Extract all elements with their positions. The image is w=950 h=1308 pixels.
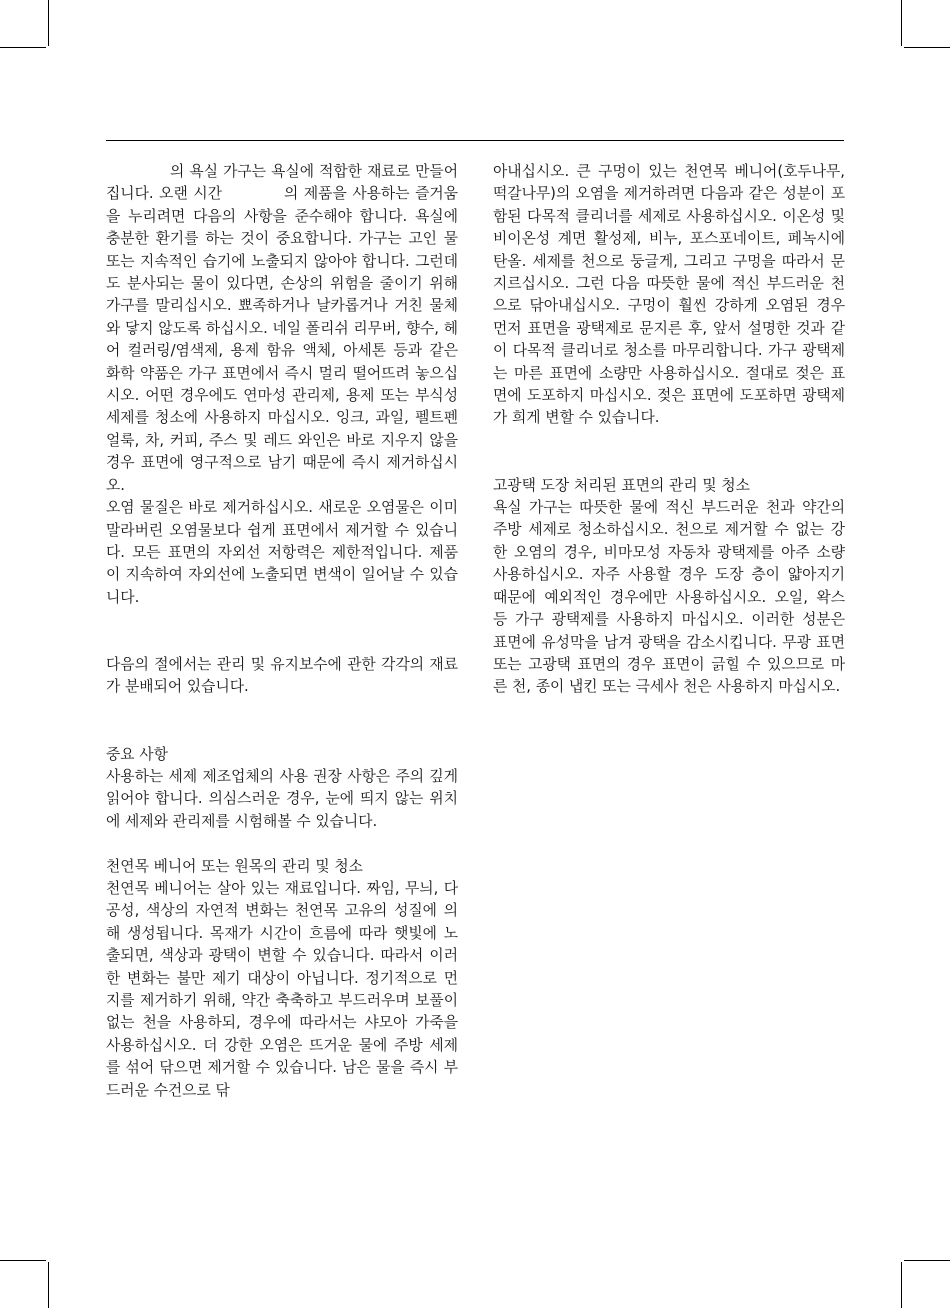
sections-note: 다음의 절에서는 관리 및 유지보수에 관한 각각의 재료가 분배되어 있습니다. (106, 655, 458, 696)
intro-text-a: 의 욕실 가구는 욕실에 적합한 재료로 만들어집니다. 오랜 시간 (106, 163, 458, 203)
veneer-body: 천연목 베니어는 살아 있는 재료입니다. 짜임, 무늬, 다공성, 색상의 자연적 변화는 천연목 고유의 성질에 의해 생성됩니다. 목재가 시간이 흐름에 따라 햇빛에 노출되면, 색상과 광택이 변할 수 있습니다. 따라서 이러한 변화는 불만 제기 대상이 아닙니다. 정기적으로 먼지를 제거하기 위해, 약간 축축하고 부드러우며 보풀이 없는 천을 사용하되, 경우에 따라서는 샤모아 가죽을 사용하십시오. 더 강한 오염은 뜨거운 물에 주방 세제를 섞어 닦으면 제거할 수 있습니다. 남은 물을 즉시 부드러운 수건으로 닦 (106, 879, 458, 1099)
important-body: 사용하는 세제 제조업체의 사용 권장 사항은 주의 깊게 읽어야 합니다. 의심스러운 경우, 눈에 띄지 않는 위치에 세제와 관리제를 시험해볼 수 있습니다. (106, 767, 458, 830)
gloss-heading: 고광택 도장 처리된 표면의 관리 및 청소 (493, 476, 750, 494)
intro-text-b: 의 제품을 사용하는 즐거움을 누리려면 다음의 사항을 준수해야 합니다. 욕실에 충분한 환기를 하는 것이 중요합니다. 가구는 고인 물 또는 지속적인 습기에 노출되지 않아야 합니다. 그런데도 분사되는 물이 있다면, 손상의 위험을 줄이기 위해 가구를 말리십시오. 뾰족하거나 날카롭거나 거친 물체와 닿지 않도록 하십시오. 네일 폴리쉬 리무버, 향수, 헤어 컬러링/염색제, 용제 함유 액체, 아세톤 등과 같은 화학 약품은 가구 표면에서 즉시 멀리 떨어뜨려 놓으십시오. 어떤 경우에도 연마성 관리제, 용제 또는 부식성 세제를 청소에 사용하지 마십시오. 잉크, 과일, 펠트펜 얼룩, 차, 커피, 주스 및 레드 와인은 바로 지우지 않을 경우 표면에 영구적으로 남기 때문에 즉시 제거하십시오. (106, 185, 459, 494)
header-rule (106, 140, 844, 141)
crop-mark-bottom-right-v (901, 1262, 902, 1308)
left-column (106, 161, 458, 1102)
stain-paragraph: 오염 물질은 바로 제거하십시오. 새로운 오염물은 이미 말라버린 오염물보다 쉽게 표면에서 제거할 수 있습니다. 모든 표면의 자외선 저항력은 제한적입니다. 제품이 지속하여 자외선에 노출되면 변색이 일어날 수 있습니다. (106, 499, 458, 606)
right-column (493, 161, 845, 699)
crop-mark-bottom-left-h (0, 1260, 46, 1261)
crop-mark-bottom-right-h (904, 1260, 950, 1261)
crop-mark-top-left-v (48, 0, 49, 46)
crop-mark-top-left-h (0, 47, 46, 48)
veneer-body-continued: 아내십시오. 큰 구멍이 있는 천연목 베니어(호두나무, 떡갈나무)의 오염을 제거하려면 다음과 같은 성분이 포함된 다목적 클리너를 세제로 사용하십시오. 이온성 및 비이온성 계면 활성제, 비누, 포스포네이트, 페녹시에탄올. 세제를 천으로 둥글게, 그리고 구멍을 따라서 문지르십시오. 그런 다음 따뜻한 물에 적신 부드러운 천으로 닦아내십시오. 구멍이 훨씬 강하게 오염된 경우 먼저 표면을 광택제로 문지른 후, 앞서 설명한 것과 같이 다목적 클리너로 청소를 마무리합니다. 가구 광택제는 마른 표면에 소량만 사용하십시오. 절대로 젖은 표면에 도포하지 마십시오. 젖은 표면에 도포하면 광택제가 희게 변할 수 있습니다. (493, 163, 845, 427)
crop-mark-bottom-left-v (48, 1262, 49, 1308)
veneer-heading: 천연목 베니어 또는 원목의 관리 및 청소 (106, 857, 363, 875)
important-heading: 중요 사항 (106, 745, 168, 763)
crop-mark-top-right-h (904, 47, 950, 48)
intro-paragraph (106, 161, 458, 497)
gloss-body: 욕실 가구는 따뜻한 물에 적신 부드러운 천과 약간의 주방 세제로 청소하십시오. 천으로 제거할 수 없는 강한 오염의 경우, 비마모성 자동차 광택제를 아주 소량 사용하십시오. 자주 사용할 경우 도장 층이 얇아지기 때문에 예외적인 경우에만 사용하십시오. 오일, 왁스 등 가구 광택제를 사용하지 마십시오. 이러한 성분은 표면에 유성막을 남겨 광택을 감소시킵니다. 무광 표면 또는 고광택 표면의 경우 표면이 긁힐 수 있으므로 마른 천, 종이 냅킨 또는 극세사 천은 사용하지 마십시오. (493, 499, 845, 696)
crop-mark-top-right-v (901, 0, 902, 46)
